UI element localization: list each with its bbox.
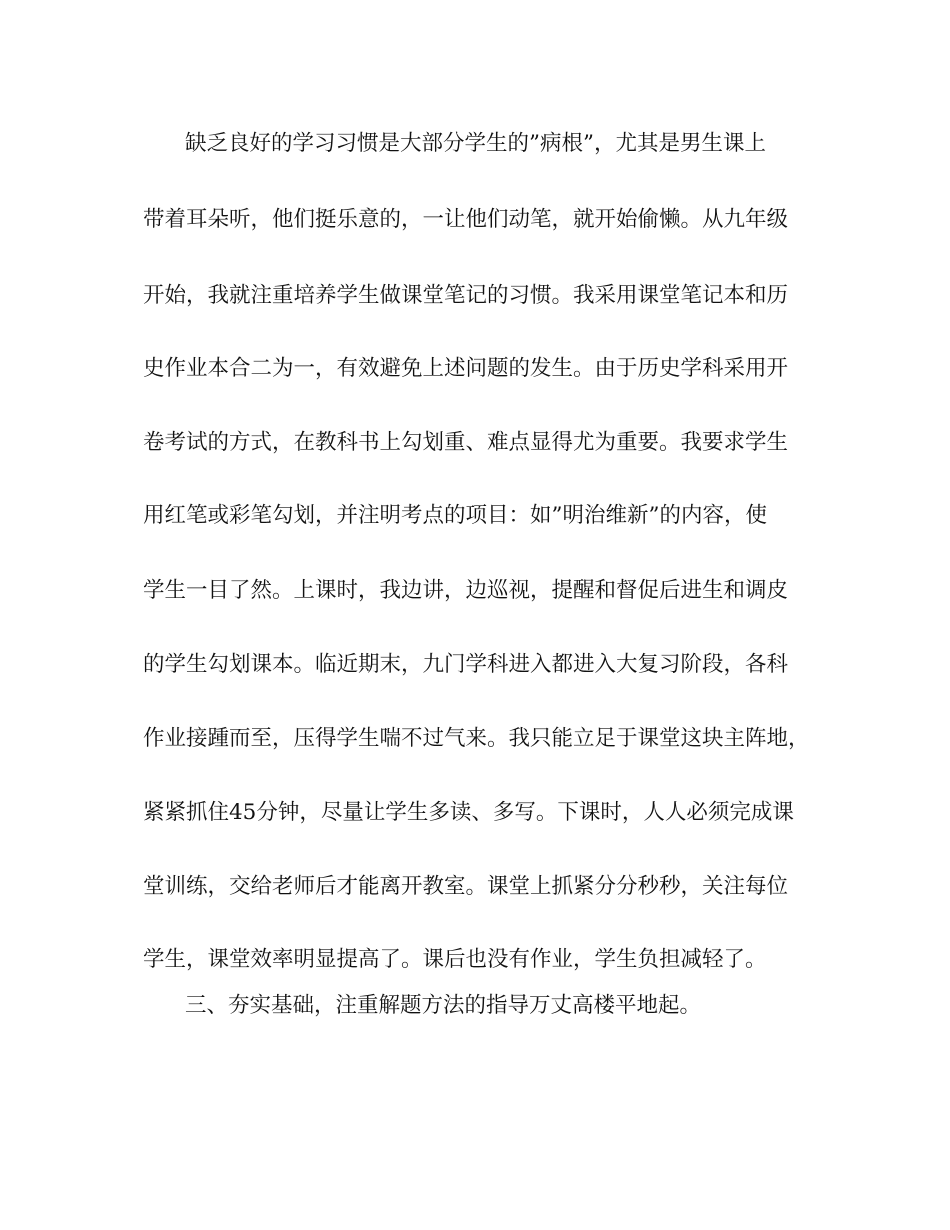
paragraph-1-line-1: 缺乏良好的学习习惯是大部分学生的”病根”，尤其是男生课上 — [185, 131, 766, 156]
paragraph-1-line-3: 开始，我就注重培养学生做课堂笔记的习惯。我采用课堂笔记本和历 — [143, 283, 789, 308]
paragraph-1-line-6: 用红笔或彩笔勾划，并注明考点的项目：如”明治维新”的内容，使 — [143, 503, 767, 528]
paragraph-1-line-9: 作业接踵而至，压得学生喘不过气来。我只能立足于课堂这块主阵地， — [143, 726, 810, 751]
paragraph-1-line-8: 的学生勾划课本。临近期末，九门学科进入都进入大复习阶段，各科 — [143, 652, 789, 677]
paragraph-1-line-2: 带着耳朵听，他们挺乐意的，一让他们动笔，就开始偷懒。从九年级 — [143, 207, 789, 232]
paragraph-1-line-5: 卷考试的方式，在教科书上勾划重、难点显得尤为重要。我要求学生 — [143, 430, 789, 455]
paragraph-1-line-11: 堂训练，交给老师后才能离开教室。课堂上抓紧分分秒秒，关注每位 — [143, 874, 789, 899]
paragraph-1-line-4: 史作业本合二为一，有效避免上述问题的发生。由于历史学科采用开 — [143, 356, 789, 381]
paragraph-1-line-7: 学生一目了然。上课时，我边讲，边巡视，提醒和督促后进生和调皮 — [143, 578, 789, 603]
paragraph-2-heading: 三、夯实基础，注重解题方法的指导万丈高楼平地起。 — [185, 993, 702, 1018]
paragraph-1-line-12: 学生，课堂效率明显提高了。课后也没有作业，学生负担减轻了。 — [143, 947, 767, 972]
paragraph-1-line-10: 紧紧抓住45分钟，尽量让学生多读、多写。下课时，人人必须完成课 — [143, 800, 794, 825]
